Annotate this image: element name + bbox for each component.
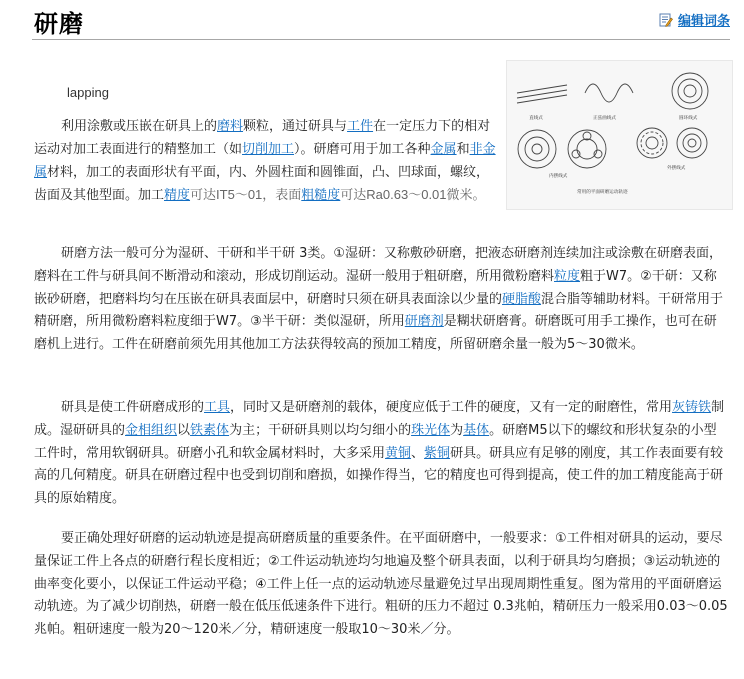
figure-caption-4: 内摆线式 <box>549 174 568 179</box>
title-divider <box>32 39 730 40</box>
figure-caption-1: 直线式 <box>529 116 543 121</box>
edit-pencil-icon <box>659 13 673 27</box>
edit-entry-link[interactable] <box>659 10 730 29</box>
link-roughness[interactable]: 粗糙度 <box>301 188 341 204</box>
link-accuracy[interactable]: 精度 <box>164 188 191 204</box>
paragraph-2: 研磨方法一般可分为湿研、干研和半干研 3类。①湿研：又称敷砂研磨，把液态研磨剂连续加注或涂敷在研磨表面，磨料在工件与研具间不断滑动和滚动，形成切削运动。湿研一般用于粗研磨，所用微粉磨料粒度粗于W7。②干研：又称嵌砂研磨，把磨料均匀在压嵌在研具表面层中，研磨时只须在研具表面涂以少量的硬脂酸混合脂等辅助材料。干研常用于精研磨，所用微粉磨料粒度细于W7。③半干研：类似湿研，所用研磨剂是糊状研磨膏。研磨既可用手工操作，也可在研磨机上进行。工件在研磨前须先用其他加工方法获得较高的预加工精度，所留研磨余量一般为5～30微米。 <box>34 246 724 353</box>
edit-entry-label[interactable]: 编辑词条 <box>677 14 730 29</box>
page-title: 研磨 <box>34 10 84 38</box>
link-abrasive[interactable]: 磨料 <box>217 119 244 134</box>
link-lapping-compound[interactable]: 研磨剂 <box>404 314 444 330</box>
figure-caption-6: 常用的平面研磨运动轨迹 <box>577 190 628 195</box>
link-grain-size[interactable]: 粒度 <box>554 268 581 284</box>
link-stearic-acid[interactable]: 硬脂酸 <box>502 291 542 307</box>
figure-caption-5: 外摆线式 <box>667 166 686 171</box>
link-workpiece[interactable]: 工件 <box>347 119 374 134</box>
figure-caption-2: 正弦曲线式 <box>593 116 616 121</box>
english-term: lapping <box>67 85 109 100</box>
paragraph-3: 研具是使工件研磨成形的工具，同时又是研磨剂的载体，硬度应低于工件的硬度，又有一定的耐磨性，常用灰铸铁制成。湿研研具的金相组织以铁素体为主；干研研具则以均匀细小的珠光体为基体。研磨M5以下的螺纹和形状复杂的小型工件时，常用软钢研具。研磨小孔和软金属材料时，大多采用黄铜、紫铜研具。研具应有足够的刚度，其工作表面要有较高的几何精度。研具在研磨过程中也受到切削和磨损，如操作得当，它的精度也可得到提高，使工件的加工精度能高于研具的原始精度。 <box>34 400 725 507</box>
link-matrix[interactable]: 基体 <box>463 422 490 438</box>
link-metallography[interactable]: 金相组织 <box>125 422 178 438</box>
link-pearlite[interactable]: 珠光体 <box>411 422 451 438</box>
link-nonmetal[interactable]: 非金属 <box>34 141 496 180</box>
figure-caption-3: 圆环线式 <box>679 116 698 121</box>
link-tool[interactable]: 工具 <box>204 400 231 415</box>
paragraph-1: 利用涂敷或压嵌在研具上的磨料颗粒，通过研具与工件在一定压力下的相对运动对加工表面进行的精整加工（如切削加工）。研磨可用于加工各种金属和非金属材料，加工的表面形状有平面，内、外圆柱面和圆锥面，凸、凹球面，螺纹，齿面及其他型面。加工精度可达IT5～01，表面粗糙度可达Ra0.63～0.01微米。 <box>34 119 496 204</box>
link-cutting[interactable]: 切削加工 <box>242 141 295 157</box>
link-brass[interactable]: 黄铜 <box>385 445 412 461</box>
lapping-trajectory-figure <box>506 60 733 210</box>
link-metal[interactable]: 金属 <box>430 141 457 157</box>
paragraph-4: 要正确处理好研磨的运动轨迹是提高研磨质量的重要条件。在平面研磨中，一般要求：①工件相对研具的运动，要尽量保证工件上各点的研磨行程长度相近；②工件运动轨迹均匀地遍及整个研具表面，以利于研具均匀磨损；③运动轨迹的曲率变化要小，以保证工件运动平稳；④工件上任一点的运动轨迹尽量避免过早出现周期性重复。图为常用的平面研磨运动轨迹。为了减少切削热，研磨一般在低压低速条件下进行。粗研的压力不超过 0.3兆帕，精研压力一般采用0.03～0.05兆帕。粗研速度一般为20～120米／分，精研速度一般取10～30米／分。 <box>34 531 728 638</box>
link-copper[interactable]: 紫铜 <box>424 445 451 461</box>
link-gray-iron[interactable]: 灰铸铁 <box>672 400 712 415</box>
link-ferrite[interactable]: 铁素体 <box>190 422 230 438</box>
